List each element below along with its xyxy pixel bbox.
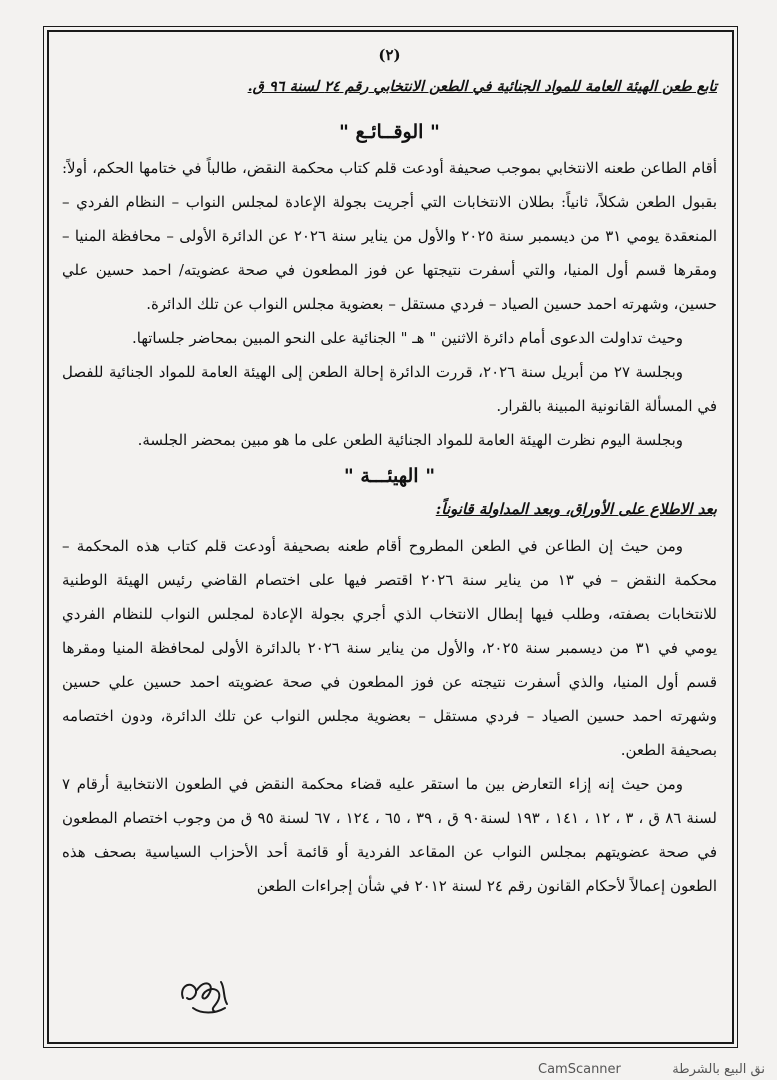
scanner-watermark: CamScanner	[538, 1062, 621, 1077]
facts-paragraph: وحيث تداولت الدعوى أمام دائرة الاثنين " هـ " الجنائية على النحو المبين بمحاضر جلساتها.	[131, 329, 683, 347]
footer-caption: نق البيع بالشرطة	[672, 1062, 765, 1077]
page-number: (٢)	[378, 46, 401, 64]
facts-paragraph: وبجلسة اليوم نظرت الهيئة العامة للمواد الجنائية الطعن على ما هو مبين بمحضر الجلسة.	[137, 431, 683, 449]
deliberation-heading: بعد الاطلاع على الأوراق، وبعد المداولة قانوناً:	[435, 500, 717, 518]
case-subheading: تابع طعن الهيئة العامة للمواد الجنائية في الطعن الانتخابي رقم ٢٤ لسنة ٩٦ ق.	[247, 78, 717, 95]
scan-footer	[0, 1058, 777, 1080]
body-paragraph: ومن حيث إن الطاعن في الطعن المطروح أقام طعنه بصحيفة أودعت قلم كتاب هذه المحكمة – محكمة النقض – في ١٣ من يناير سنة ٢٠٢٦ اقتصر فيها على اختصام القاضي رئيس الهيئة الوطنية للانتخابات بصفته، وطلب فيها إبطال الانتخاب الذي أجري بجولة الإعادة لمجلس النواب للنظام الفردي يومي في ٣١ من ديسمبر سنة ٢٠٢٥، والأول من يناير سنة ٢٠٢٦ بالدائرة الأولى لمحافظة المنيا ومقرها قسم أول المنيا، والذي أسفرت نتيجته عن فوز المطعون في صحة عضويته احمد حسين علي حسين وشهرته احمد حسين الصياد – فردي مستقل – بعضوية مجلس النواب عن تلك الدائرة، ودون اختصامه بصحيفة الطعن.	[62, 537, 718, 759]
facts-paragraph: وبجلسة ٢٧ من أبريل سنة ٢٠٢٦، قررت الدائرة إحالة الطعن إلى الهيئة العامة للمواد الجنائية للفصل في المسألة القانونية المبينة بالقرار.	[62, 363, 717, 415]
panel-section-title: " الهيئـــة "	[343, 465, 436, 487]
handwritten-signature	[175, 968, 235, 1020]
document-body	[62, 40, 717, 903]
facts-paragraph: أقام الطاعن طعنه الانتخابي بموجب صحيفة أودعت قلم كتاب محكمة النقض، طالباً في ختامها الحكم، أولاً: بقبول الطعن شكلاً، ثانياً: بطلان الانتخابات التي أجريت بجولة الإعادة لمجلس النواب – النظام الفردي – المنعقدة يومي ٣١ من ديسمبر سنة ٢٠٢٥ والأول من يناير سنة ٢٠٢٦ عن الدائرة الأولى – محافظة المنيا – ومقرها قسم أول المنيا، والتي أسفرت نتيجتها عن فوز المطعون في صحة عضويته/ احمد حسين علي حسين، وشهرته احمد حسين الصياد – فردي مستقل – بعضوية مجلس النواب عن تلك الدائرة.	[62, 159, 717, 313]
facts-section-title: " الوقــائـع "	[339, 121, 440, 143]
body-paragraph: ومن حيث إنه إزاء التعارض بين ما استقر عليه قضاء محكمة النقض في الطعون الانتخابية أرقام ٧ لسنة ٨٦ ق ، ٣ ، ١٢ ، ١٤١ ، ١٩٣ لسنة٩٠ ق ، ٣٩ ، ٦٥ ، ١٢٤ ، ٦٧ لسنة ٩٥ ق من وجوب اختصام المطعون في صحة عضويتهم بمجلس النواب عن المقاعد الفردية أو قائمة أحد الأحزاب السياسية بصحف هذه الطعون إعمالاً لأحكام القانون رقم ٢٤ لسنة ٢٠١٢ في شأن إجراءات الطعن	[62, 775, 717, 895]
